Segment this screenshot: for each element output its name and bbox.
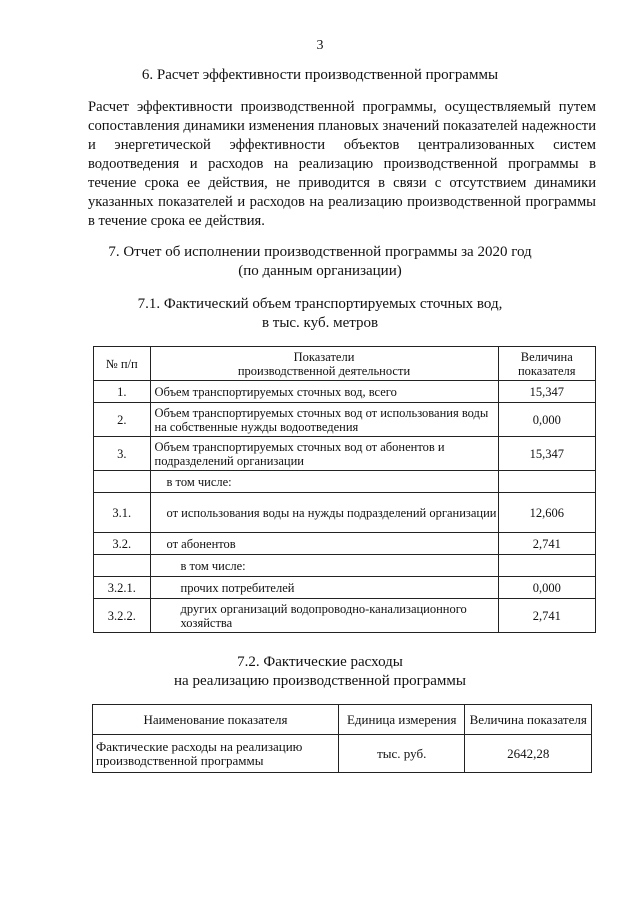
row-num: [94, 555, 151, 577]
table-row: [94, 599, 596, 633]
table-row: [94, 555, 596, 577]
table-row: [94, 437, 596, 471]
header-unit: Единица измерения: [338, 705, 465, 735]
header-indicator-line2: производственной деятельности: [237, 363, 411, 378]
row-value: 15,347: [498, 381, 595, 403]
table-header-row: [94, 347, 596, 381]
row-num: 1.: [94, 381, 151, 403]
table-row: [94, 577, 596, 599]
section-6-title: 6. Расчет эффективности производственной программы: [141, 67, 499, 83]
page-number: 3: [316, 38, 324, 53]
row-name: Фактические расходы на реализацию производственной программы: [93, 735, 339, 773]
table-row: [93, 735, 592, 773]
row-indicator: от абонентов: [150, 533, 498, 555]
row-num: 2.: [94, 403, 151, 437]
row-num: 3.2.1.: [94, 577, 151, 599]
row-num: 3.1.: [94, 493, 151, 533]
table-row: [94, 533, 596, 555]
row-indicator: в том числе:: [150, 555, 498, 577]
table-row: [94, 493, 596, 533]
row-value: [498, 471, 595, 493]
section-7-1-title-line1: 7.1. Фактический объем транспортируемых сточных вод,: [137, 296, 503, 312]
row-num: [94, 471, 151, 493]
row-value: 2642,28: [465, 735, 592, 773]
row-value: 0,000: [498, 577, 595, 599]
row-unit: тыс. руб.: [338, 735, 465, 773]
row-indicator: Объем транспортируемых сточных вод, всего: [150, 381, 498, 403]
header-value: [498, 347, 595, 381]
section-7-2-title-line2: на реализацию производственной программы: [174, 673, 466, 689]
table-row: [94, 403, 596, 437]
row-num: 3.: [94, 437, 151, 471]
row-indicator: в том числе:: [150, 471, 498, 493]
row-value: 2,741: [498, 533, 595, 555]
section-7-2-title-line1: 7.2. Фактические расходы: [237, 654, 403, 670]
row-value: 0,000: [498, 403, 595, 437]
row-indicator: прочих потребителей: [150, 577, 498, 599]
table-row: [94, 381, 596, 403]
row-value: 15,347: [498, 437, 595, 471]
row-indicator: других организаций водопроводно-канализационного хозяйства: [150, 599, 498, 633]
row-value: 12,606: [498, 493, 595, 533]
row-indicator: от использования воды на нужды подразделений организации: [150, 493, 498, 533]
row-num: 3.2.: [94, 533, 151, 555]
row-value: 2,741: [498, 599, 595, 633]
row-indicator: Объем транспортируемых сточных вод от использования воды на собственные нужды водоотведения: [150, 403, 498, 437]
row-indicator: Объем транспортируемых сточных вод от абонентов и подразделений организации: [150, 437, 498, 471]
section-7-title-line2: (по данным организации): [238, 263, 402, 279]
header-value-line2: показателя: [517, 363, 576, 378]
header-value: Величина показателя: [465, 705, 592, 735]
row-num: 3.2.2.: [94, 599, 151, 633]
row-value: [498, 555, 595, 577]
section-7-title-line1: 7. Отчет об исполнении производственной программы за 2020 год: [108, 244, 532, 260]
header-indicator: [150, 347, 498, 381]
section-7-1-title-line2: в тыс. куб. метров: [261, 315, 379, 331]
table-header-row: [93, 705, 592, 735]
table-row: [94, 471, 596, 493]
expenses-table: [92, 704, 592, 773]
wastewater-volume-table: [93, 346, 596, 633]
header-num: № п/п: [94, 347, 151, 381]
section-6-paragraph: Расчет эффективности производственной программы, осуществляемый путем сопоставления динамики изменения плановых значений показателей надежности и энергетической эффективности объектов централизованных систем водоотведения и расходов на реализацию производственной программы в течение срока ее действия, не приводится в связи с отсутствием динамики указанных показателей и расходов на реализацию производственной программы в течение срока ее действия.: [88, 99, 596, 229]
header-name: Наименование показателя: [93, 705, 339, 735]
header-indicator-line1: Показатели: [293, 349, 355, 364]
header-value-line1: Величина: [520, 349, 573, 364]
